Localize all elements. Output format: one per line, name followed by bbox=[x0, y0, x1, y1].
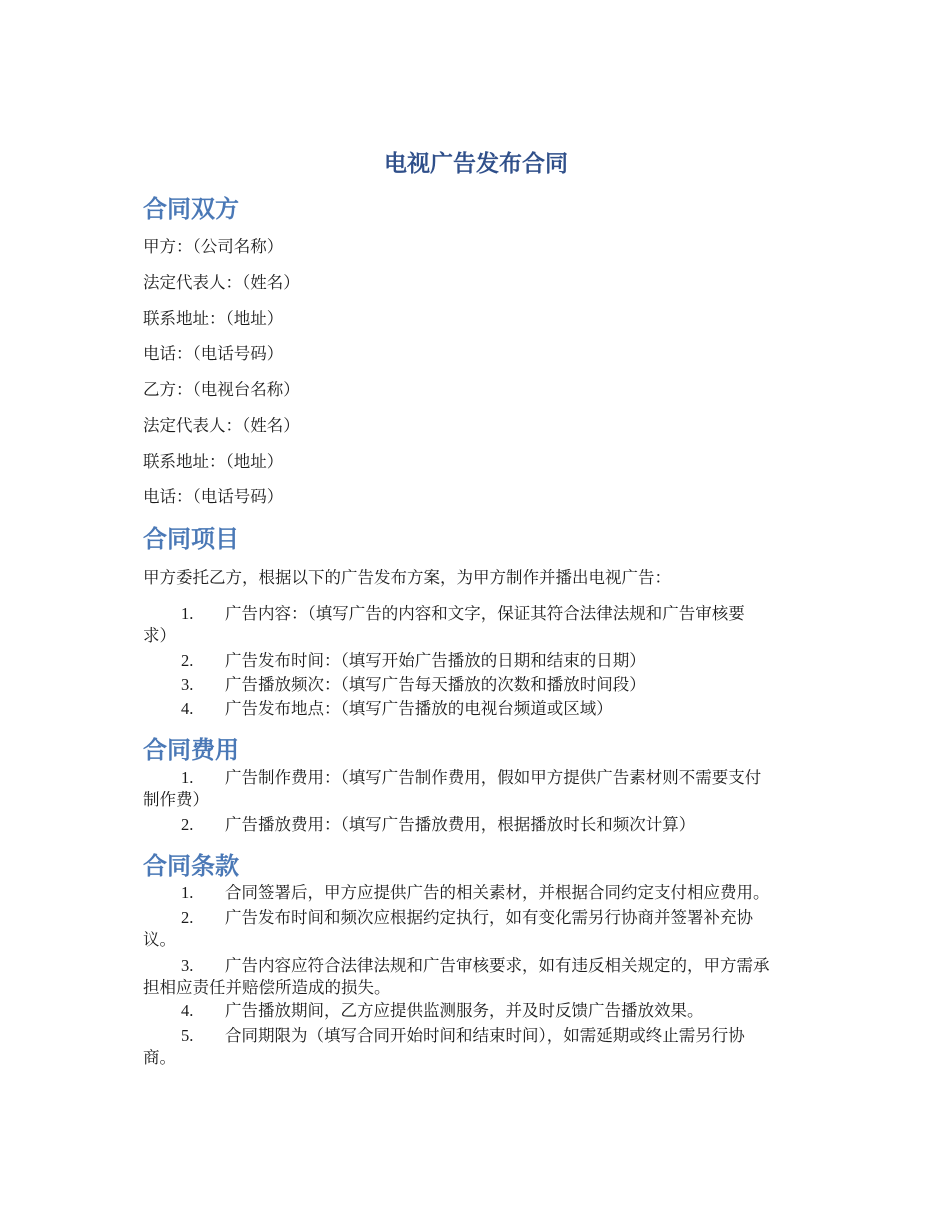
party-b-phone-line: 电话：（电话号码） bbox=[143, 487, 284, 506]
list-item-text: 广告内容应符合法律法规和广告审核要求，如有违反相关规定的，甲方需承 bbox=[225, 956, 770, 975]
section-heading-parties: 合同双方 bbox=[143, 195, 239, 223]
list-item-text: 广告播放费用：（填写广告播放费用，根据播放时长和频次计算） bbox=[225, 815, 696, 834]
project-list-item bbox=[143, 698, 843, 720]
list-item-text: 广告制作费用：（填写广告制作费用，假如甲方提供广告素材则不需要支付 bbox=[225, 768, 762, 787]
list-item-text-continued: 商。 bbox=[143, 1048, 176, 1067]
terms-list-item bbox=[143, 1000, 843, 1022]
list-number: 4. bbox=[181, 699, 194, 718]
list-item-text-continued: 担相应责任并赔偿所造成的损失。 bbox=[143, 978, 391, 997]
terms-list-item bbox=[143, 882, 843, 904]
party-b-name-line: 乙方：（电视台名称） bbox=[143, 380, 300, 399]
list-number: 2. bbox=[181, 651, 194, 670]
section-heading-project: 合同项目 bbox=[143, 525, 239, 553]
list-item-text: 广告发布时间：（填写开始广告播放的日期和结束的日期） bbox=[225, 651, 646, 670]
list-item-text: 合同期限为（填写合同开始时间和结束时间），如需延期或终止需另行协 bbox=[225, 1026, 745, 1045]
project-list-item bbox=[143, 603, 843, 647]
list-item-text: 广告内容：（填写广告的内容和文字，保证其符合法律法规和广告审核要 bbox=[225, 604, 745, 623]
party-a-address-line: 联系地址：（地址） bbox=[143, 309, 284, 328]
list-item-text-continued: 议。 bbox=[143, 930, 176, 949]
party-a-name-line: 甲方：（公司名称） bbox=[143, 237, 284, 256]
terms-list-item bbox=[143, 907, 843, 951]
list-item-text: 广告发布地点：（填写广告播放的电视台频道或区域） bbox=[225, 699, 613, 718]
project-list-item bbox=[143, 674, 843, 696]
list-number: 1. bbox=[181, 768, 194, 787]
party-b-address-line: 联系地址：（地址） bbox=[143, 452, 284, 471]
section-heading-terms: 合同条款 bbox=[143, 852, 239, 880]
list-item-text: 广告播放期间，乙方应提供监测服务，并及时反馈广告播放效果。 bbox=[225, 1001, 704, 1020]
list-number: 5. bbox=[181, 1026, 194, 1045]
party-a-phone-line: 电话：（电话号码） bbox=[143, 344, 284, 363]
list-number: 2. bbox=[181, 908, 194, 927]
terms-list-item bbox=[143, 1025, 843, 1069]
fees-list-item bbox=[143, 767, 843, 811]
terms-list-item bbox=[143, 955, 843, 999]
list-number: 1. bbox=[181, 604, 194, 623]
list-number: 3. bbox=[181, 675, 194, 694]
list-item-text: 广告发布时间和频次应根据约定执行，如有变化需另行协商并签署补充协 bbox=[225, 908, 753, 927]
list-item-text: 广告播放频次：（填写广告每天播放的次数和播放时间段） bbox=[225, 675, 646, 694]
party-b-representative-line: 法定代表人：（姓名） bbox=[143, 416, 300, 435]
list-number: 2. bbox=[181, 815, 194, 834]
document-title: 电视广告发布合同 bbox=[384, 151, 568, 177]
list-item-text-continued: 制作费） bbox=[143, 790, 209, 809]
project-list-item bbox=[143, 650, 843, 672]
project-intro: 甲方委托乙方，根据以下的广告发布方案，为甲方制作并播出电视广告： bbox=[143, 568, 671, 587]
list-number: 4. bbox=[181, 1001, 194, 1020]
section-heading-fees: 合同费用 bbox=[143, 736, 239, 764]
list-item-text-continued: 求） bbox=[143, 626, 176, 645]
list-number: 3. bbox=[181, 956, 194, 975]
party-a-representative-line: 法定代表人：（姓名） bbox=[143, 273, 300, 292]
list-number: 1. bbox=[181, 883, 194, 902]
fees-list-item bbox=[143, 814, 843, 836]
list-item-text: 合同签署后，甲方应提供广告的相关素材，并根据合同约定支付相应费用。 bbox=[225, 883, 770, 902]
